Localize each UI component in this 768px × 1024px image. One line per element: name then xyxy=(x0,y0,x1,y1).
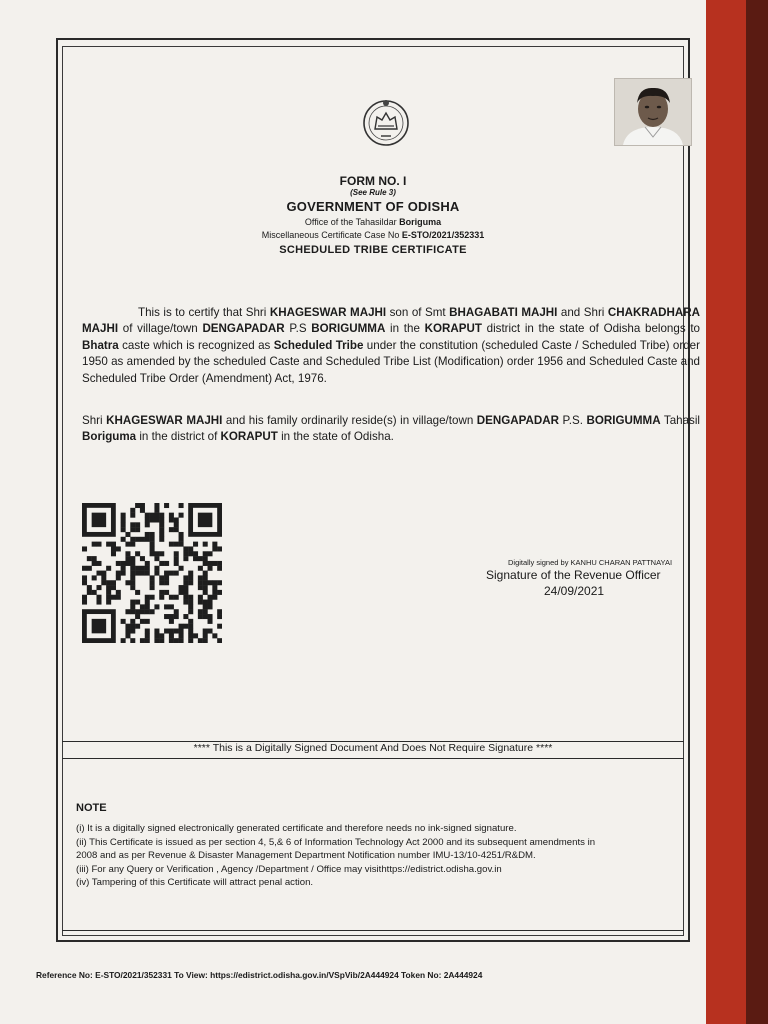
office-name: Boriguma xyxy=(399,217,442,227)
text-run: P.S xyxy=(284,322,312,336)
certificate-paragraph-2 xyxy=(82,413,700,446)
text-run: and Shri xyxy=(557,306,608,319)
text-run: under the constitution (scheduled Caste / Scheduled Tribe) order 1950 as amended by the scheduled Caste and Scheduled Tribe List (Modification) order 1956 and Scheduled Caste and Scheduled Tribe Order (Amendment) Act, 1976. xyxy=(82,338,700,385)
qr-code[interactable] xyxy=(82,503,222,643)
note-item: (i) It is a digitally signed electronically generated certificate and therefore needs no ink-signed signature. xyxy=(76,823,517,834)
background-dark-edge xyxy=(746,0,768,1024)
bold-field: DENGAPADAR xyxy=(476,414,560,427)
odisha-emblem-icon xyxy=(360,96,412,148)
note-item: (ii) This Certificate is issued as per section 4, 5,& 6 of Information Technology Act 2000 and its subsequent amendments in xyxy=(76,836,596,848)
bold-field: CHAKRADHARA MAJHI xyxy=(82,306,700,336)
text-run: This is to certify that Shri xyxy=(138,306,270,319)
office-prefix: Office of the Tahasildar xyxy=(304,217,400,227)
divider-footer xyxy=(62,930,684,931)
signature-officer-label: Signature of the Revenue Officer xyxy=(486,568,661,582)
office-line xyxy=(62,217,684,227)
bold-field: KORAPUT xyxy=(424,322,482,336)
applicant-photo xyxy=(614,78,692,146)
bold-field: DENGAPADAR xyxy=(202,322,285,336)
bold-field: KHAGESWAR MAJHI xyxy=(106,414,223,427)
bold-field: KORAPUT xyxy=(220,430,278,444)
bold-field: Scheduled Tribe xyxy=(273,338,364,352)
text-run: Shri xyxy=(82,414,107,427)
digital-signature-label: Digitally signed by KANHU CHARAN PATTNAYAI xyxy=(508,558,673,567)
reference-line: Reference No: E-STO/2021/352331 To View: https://edistrict.odisha.gov.in/VSpVib/2A444924 Token No: 2A444924 xyxy=(36,970,483,980)
case-line xyxy=(62,230,684,240)
text-run: in the district of xyxy=(136,430,221,444)
text-run: P.S. xyxy=(559,414,587,427)
text-run: in the xyxy=(385,322,425,336)
digitally-signed-notice: **** This is a Digitally Signed Document And Does Not Require Signature **** xyxy=(193,742,553,754)
text-run: son of Smt xyxy=(386,306,450,319)
text-run: Tahasil xyxy=(660,414,700,427)
form-number: FORM NO. I xyxy=(339,174,407,188)
note-heading: NOTE xyxy=(76,802,107,814)
text-run: caste which is recognized as xyxy=(118,338,274,352)
bold-field: BORIGUMMA xyxy=(311,322,386,336)
background-red-edge xyxy=(706,0,746,1024)
signature-date: 24/09/2021 xyxy=(544,584,605,598)
bold-field: BORIGUMMA xyxy=(586,414,661,427)
form-rule: (See Rule 3) xyxy=(350,188,396,197)
bold-field: BHAGABATI MAJHI xyxy=(449,306,558,319)
certificate-title: SCHEDULED TRIBE CERTIFICATE xyxy=(279,244,467,256)
text-run: in the state of Odisha. xyxy=(277,430,394,444)
text-run: of village/town xyxy=(118,322,203,336)
text-run: district in the state of Odisha belongs to xyxy=(481,322,700,336)
note-item: (iii) For any Query or Verification , Agency /Department / Office may visithttps://edistrict.odisha.gov.in xyxy=(76,863,502,875)
divider-bottom xyxy=(62,758,684,759)
note-item: 2008 and as per Revenue & Disaster Management Department Notification number IMU-13/10-4251/R&DM. xyxy=(76,850,536,862)
bold-field: Bhatra xyxy=(82,338,119,352)
bold-field: KHAGESWAR MAJHI xyxy=(269,306,387,319)
case-prefix: Miscellaneous Certificate Case No xyxy=(261,230,402,240)
case-number: E-STO/2021/352331 xyxy=(401,230,485,240)
certificate-paragraph-1 xyxy=(82,305,700,387)
government-heading: GOVERNMENT OF ODISHA xyxy=(286,199,460,214)
note-list xyxy=(76,822,708,890)
text-run: and his family ordinarily reside(s) in village/town xyxy=(222,414,477,427)
bold-field: Boriguma xyxy=(82,430,137,444)
note-item: (iv) Tampering of this Certificate will attract penal action. xyxy=(76,877,314,889)
